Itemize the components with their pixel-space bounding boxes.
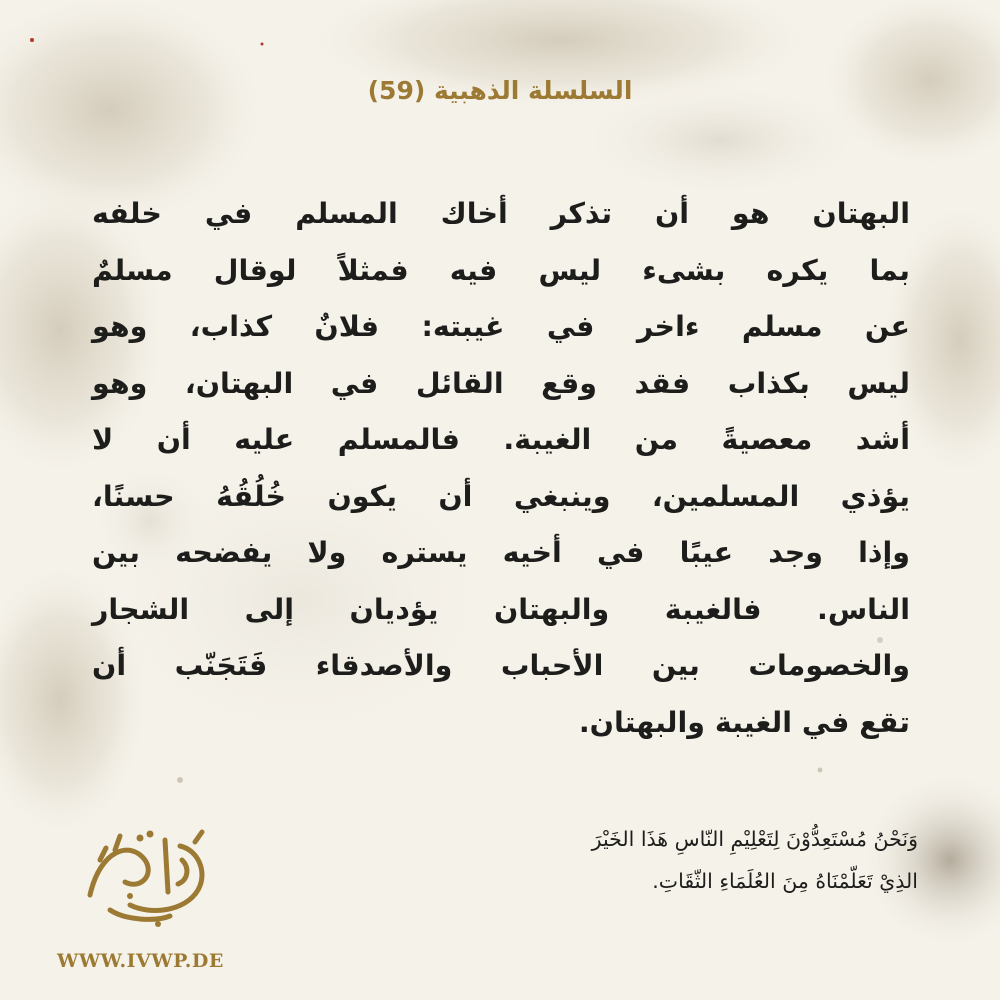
- article-body: [92, 186, 910, 751]
- closing-quote: [440, 818, 918, 902]
- body-line: أشد معصيةً من الغيبة. فالمسلم عليه أن لا: [92, 423, 910, 456]
- body-line: وإذا وجد عيبًا في أخيه يستره ولا يفضحه بين: [92, 536, 910, 569]
- body-line: بما يكره بشىء ليس فيه فمثلاً لوقال مسلمٌ: [92, 253, 910, 287]
- body-line: الناس. فالغيبة والبهتان يؤديان إلى الشجار: [92, 592, 910, 626]
- quote-line: وَنَحْنُ مُسْتَعِدُّوْنَ لِتَعْلِيْمِ النّاسِ هَذَا الخَيْرَ: [591, 827, 918, 851]
- body-line: ليس بكذاب فقد وقع القائل في البهتان، وهو: [92, 366, 910, 400]
- quote-line: الذِيْ تَعَلّمْنَاهُ مِنَ العُلَمَاءِ الثّقَاتِ.: [652, 869, 918, 893]
- website-url[interactable]: WWW.IVWP.DE: [57, 950, 224, 972]
- body-line: البهتان هو أن تذكر أخاك المسلم في خلفه: [92, 197, 910, 230]
- calligraphy-logo-icon: [70, 820, 220, 930]
- body-line: عن مسلم ءاخر في غيبته: فلانٌ كذاب، وهو: [92, 310, 910, 343]
- page-title: السلسلة الذهبية (59): [367, 76, 633, 105]
- body-line: يؤذي المسلمين، وينبغي أن يكون خُلُقُهُ حسنًا،: [92, 479, 910, 513]
- body-line: تقع في الغيبة والبهتان.: [578, 705, 910, 739]
- body-line: والخصومات بين الأحباب والأصدقاء فَتَجَنّب أن: [92, 649, 910, 682]
